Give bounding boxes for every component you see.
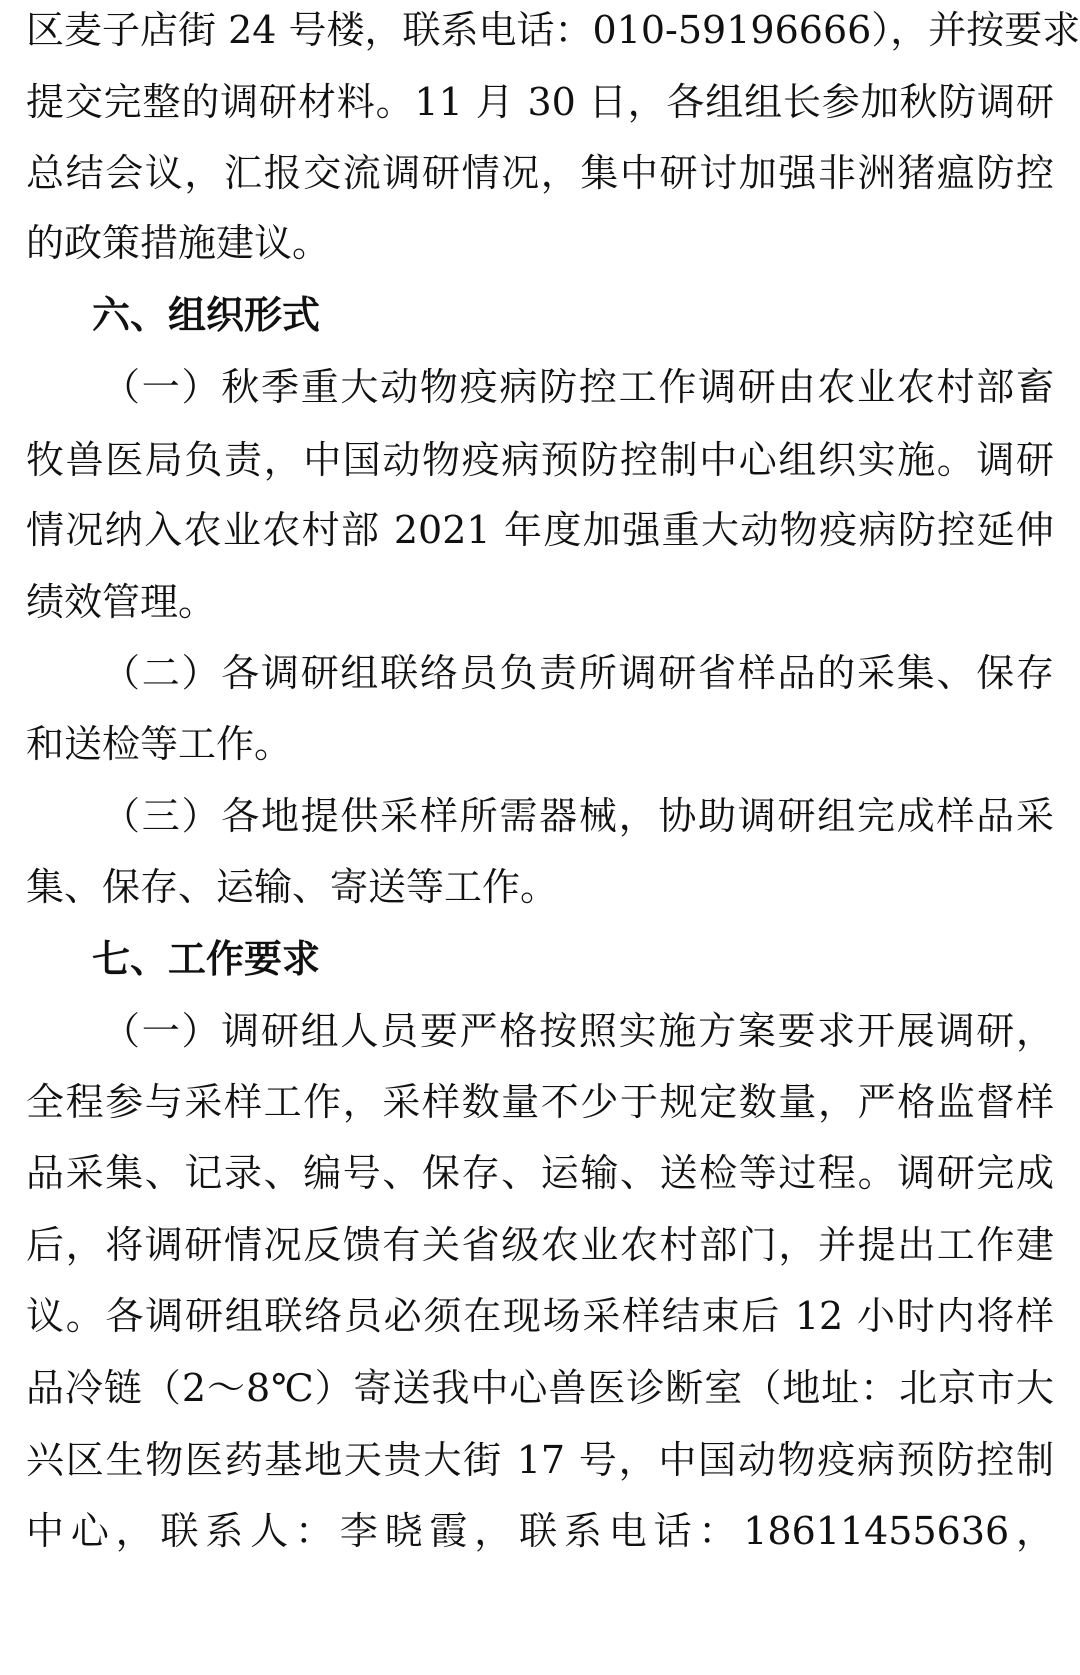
text-line: 和送检等工作。 — [26, 722, 293, 766]
text-line: 总结会议，汇报交流调研情况，集中研讨加强非洲猪瘟防控 — [26, 151, 1054, 195]
text-line: 提交完整的调研材料。11 月 30 日，各组组长参加秋防调研 — [26, 80, 1054, 124]
text-line: 品采集、记录、编号、保存、运输、送检等过程。调研完成 — [26, 1151, 1054, 1195]
text-line: 牧兽医局负责，中国动物疫病预防控制中心组织实施。调研 — [26, 438, 1054, 482]
text-line: （一）秋季重大动物疫病防控工作调研由农业农村部畜 — [102, 365, 1054, 409]
text-line: 议。各调研组联络员必须在现场采样结束后 12 小时内将样 — [26, 1294, 1054, 1338]
text-line: 情况纳入农业农村部 2021 年度加强重大动物疫病防控延伸 — [26, 508, 1054, 552]
text-line: 后，将调研情况反馈有关省级农业农村部门，并提出工作建 — [26, 1223, 1054, 1267]
text-line: （二）各调研组联络员负责所调研省样品的采集、保存 — [102, 651, 1054, 695]
text-line: 品冷链（2～8℃）寄送我中心兽医诊断室（地址：北京市大 — [26, 1366, 1054, 1410]
text-line: 中心，联系人：李晓霞，联系电话：18611455636， — [26, 1509, 1054, 1553]
text-line: 绩效管理。 — [26, 580, 217, 624]
text-line: 区麦子店街 24 号楼，联系电话：010-59196666），并按要求 — [26, 8, 1080, 52]
text-line: （一）调研组人员要严格按照实施方案要求开展调研， — [102, 1009, 1054, 1053]
text-line: 全程参与采样工作，采样数量不少于规定数量，严格监督样 — [26, 1080, 1054, 1124]
text-line: 兴区生物医药基地天贵大街 17 号，中国动物疫病预防控制 — [26, 1438, 1054, 1482]
section-heading: 七、工作要求 — [92, 937, 321, 981]
text-line: 的政策措施建议。 — [26, 221, 331, 265]
section-heading: 六、组织形式 — [92, 293, 321, 337]
text-line: （三）各地提供采样所需器械，协助调研组完成样品采 — [102, 794, 1054, 838]
text-line: 集、保存、运输、寄送等工作。 — [26, 865, 559, 909]
